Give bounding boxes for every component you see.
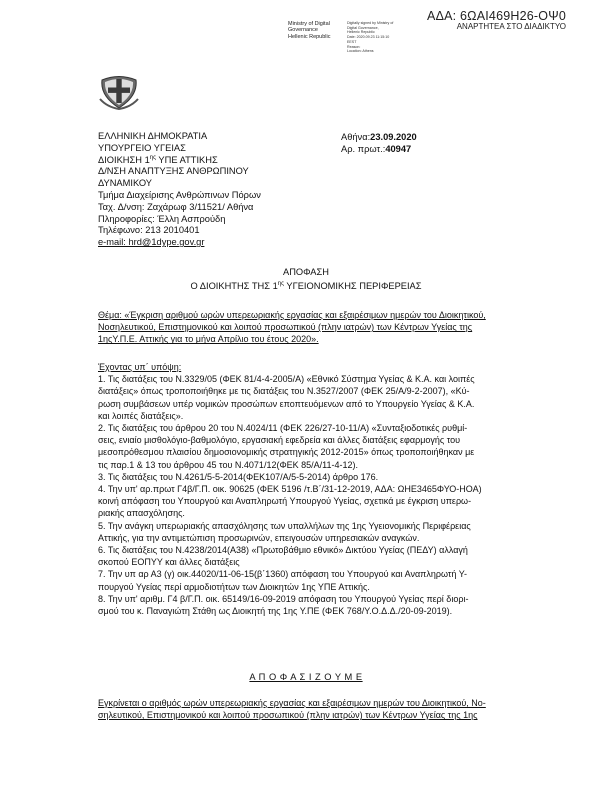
considering-line: 1. Τις διατάξεις του Ν.3329/05 (ΦΕΚ 81/4-4-2005/Α) «Εθνικό Σύστημα Υγείας & Κ.Α. και λοιπές	[98, 374, 475, 385]
decision-subtitle	[0, 281, 612, 291]
subtitle-text-end: ΥΓΕΙΟΝΟΜΙΚΗΣ ΠΕΡΙΦΕΡΕΙΑΣ	[283, 281, 422, 291]
considering-block	[98, 361, 543, 617]
date-line	[341, 131, 417, 143]
subject-line: 1ηςΥ.Π.Ε. Αττικής για το μήνα Απρίλιο του έτους 2020».	[98, 334, 319, 345]
signature-line: Governance	[288, 27, 318, 34]
resolution-line: σηλευτικού, Επιστημονικού και λοιπού προσωπικού (πλην ιατρών) των Κέντρων Υγείας της 1ης	[98, 710, 478, 721]
signature-detail-line: Digitally signed by Ministry of	[347, 21, 394, 25]
signature-detail-line: Hellenic Republic	[347, 30, 375, 35]
decision-title: ΑΠΟΦΑΣΗ	[283, 267, 329, 277]
considering-line: 8. Την υπ' αριθμ. Γ4 β/Γ.Π. οικ. 65149/16-09-2019 απόφαση του Υπουργού Υγείας περί διορι-	[98, 593, 469, 604]
considering-line: σεις, ενιαίο μισθολόγιο-βαθμολόγιο, εργασιακή εφεδρεία και άλλες διατάξεις εφαρμογής του	[98, 435, 461, 446]
header-line: Τμήμα Διαχείρισης Ανθρώπινων Πόρων	[98, 189, 261, 200]
considering-heading: Έχοντας υπ΄ υπόψη:	[98, 362, 182, 372]
header-line: ΔΙΟΙΚΗΣΗ $1^{\eta\varsigma}$ ΥΠΕ ΑΤΤΙΚΗΣ	[98, 154, 218, 165]
considering-line: 4. Την υπ' αρ.πρωτ Γ4β/Γ.Π. οικ. 90625 (ΦΕΚ 5196 /τ.Β΄/31-12-2019, ΑΔΑ: ΩΗΕ3465ΦΥΟ-ΗΟΑ)	[98, 484, 482, 495]
considering-line: σμού του κ. Παναγιώτη Στάθη ως Διοικητή της 1ης Υ.ΠΕ (ΦΕΚ 768/Υ.Ο.Δ.Δ./20-09-2019).	[98, 606, 453, 617]
signature-detail-line: EEST	[347, 39, 357, 44]
considering-line: σκοπού ΕΟΠΥΥ και άλλες διατάξεις	[98, 557, 240, 568]
header-line: Ταχ. Δ/νση: Ζαχάρωφ 3/11521/ Αθήνα	[98, 201, 254, 212]
protocol-number: 40947	[385, 144, 412, 155]
considering-line: 2. Τις διατάξεις του άρθρου 20 του Ν.4024/11 (ΦΕΚ 226/27-10-11/Α) «Συνταξιοδοτικές ρυθμί-	[98, 423, 468, 434]
considering-line: ριακής απασχόλησης.	[98, 508, 185, 519]
subject-line: Θέμα: «Έγκριση αριθμού ωρών υπερεωριακής εργασίας και εξαιρέσιμων ημερών του Διοικητικού,	[98, 310, 486, 320]
date-value: 23.09.2020	[370, 132, 417, 142]
document-date-and-protocol	[341, 131, 417, 155]
date-label: Αθήνα:	[341, 132, 371, 142]
considering-line: ρωση συμβάσεων υπέρ νομικών προσώπων εποπτευόμενων από το Υπουργείο Υγείας & Κ.Α.	[98, 398, 475, 409]
considering-line: 3. Τις διατάξεις του Ν.4261/5-5-2014(ΦΕΚ107/Α/5-5-2014) άρθρο 176.	[98, 471, 379, 482]
signature-detail-line: Digital Governance,	[347, 25, 379, 30]
resolution-block	[98, 697, 543, 721]
resolution-heading: Α Π Ο Φ Α Σ Ι Ζ Ο Υ Μ Ε	[249, 672, 363, 682]
subject-line: Νοσηλευτικού, Επιστημονικού και λοιπού προσωπικού (πλην ιατρών) των Κέντρων Υγείας της	[98, 322, 473, 333]
ada-number: ΑΔΑ: 6ΩΑΙ469Η26-ΟΨ0	[427, 9, 566, 23]
considering-line: πουργού Υγείας περί αρμοδιοτήτων των Διοικητών 1ης ΥΠΕ Αττικής.	[98, 581, 370, 592]
considering-line: 7. Την υπ αρ Α3 (γ) οικ.44020/11-06-15(β΄1360) απόφαση του Υπουργού και Αναπληρωτή Υ-	[98, 569, 467, 580]
protocol-label: Αρ. πρωτ.:	[341, 144, 386, 155]
posted-online-label: ΑΝΑΡΤΗΤΕΑ ΣΤΟ ΔΙΑΔΙΚΤΥΟ	[456, 22, 566, 31]
considering-line: κοινή απόφαση του Υπουργού και Αναπληρωτή Υπουργού Υγείας, σχετικά με έγκριση υπερω-	[98, 496, 472, 507]
header-line: ΥΠΟΥΡΓΕΙΟ ΥΓΕΙΑΣ	[98, 142, 186, 153]
subtitle-text: Ο ΔΙΟΙΚΗΤΗΣ ΤΗΣ 1	[190, 281, 278, 291]
signature-line: Ministry of Digital	[288, 21, 330, 27]
header-line: Δ/ΝΣΗ ΑΝΑΠΤΥΞΗΣ ΑΝΘΡΩΠΙΝΟΥ	[98, 166, 249, 177]
digital-signature-issuer	[288, 21, 331, 40]
considering-line: Αττικής, για την αντιμετώπιση προσωρινών, επειγουσών υπηρεσιακών αναγκών.	[98, 532, 420, 543]
email-link[interactable]: e-mail: hrd@1dype.gov.gr	[98, 237, 205, 248]
header-line: Τηλέφωνο: 213 2010401	[98, 225, 200, 236]
header-line: ΕΛΛΗΝΙΚΗ ΔΗΜΟΚΡΑΤΙΑ	[98, 131, 208, 141]
considering-line: και λοιπές διατάξεις».	[98, 410, 184, 421]
digital-signature-details	[347, 21, 393, 54]
signature-detail-line: Location: Athens	[347, 49, 374, 54]
protocol-line	[341, 143, 417, 155]
header-line: ΔΥΝΑΜΙΚΟΥ	[98, 178, 153, 189]
considering-line: μεσοπρόθεσμου πλαισίου δημοσιονομικής στρατηγικής 2012-2015» όπως τροποποιήθηκαν με	[98, 447, 475, 458]
considering-line: διατάξεις» όπως τροποποιήθηκε με τις διατάξεις του Ν.3527/2007 (ΦΕΚ 25/Α/9-2-2007), «Κύ-	[98, 386, 470, 397]
considering-line: 5. Την ανάγκη υπερωριακής απασχόλησης των υπαλλήλων της 1ης Υγειονομικής Περιφέρειας	[98, 520, 471, 531]
signature-detail-line: Date: 2020.09.23 11:15:10	[347, 35, 390, 40]
header-line: Πληροφορίες: Έλλη Ασπρούδη	[98, 213, 226, 224]
resolution-line: Εγκρίνεται ο αριθμός ωρών υπερεωριακής εργασίας και εξαιρέσιμων ημερών του Διοικητικού, Νο-	[98, 698, 486, 708]
considering-line: τις παρ.1 & 13 του άρθρου 45 του Ν.4071/12(ΦΕΚ 85/Α/11-4-12).	[98, 459, 358, 470]
subject-block	[98, 309, 543, 346]
considering-line: 6. Τις διατάξεις του Ν.4238/2014(Α38) «Πρωτοβάθμιο εθνικό» Δικτύου Υγείας (ΠΕΔΥ) αλλαγή	[98, 545, 468, 556]
subtitle-superscript: ης	[277, 280, 284, 287]
greek-emblem-icon	[98, 69, 140, 111]
issuer-header	[98, 131, 261, 249]
signature-line: Hellenic Republic	[288, 33, 331, 40]
signature-detail-line: Reason:	[347, 44, 361, 49]
